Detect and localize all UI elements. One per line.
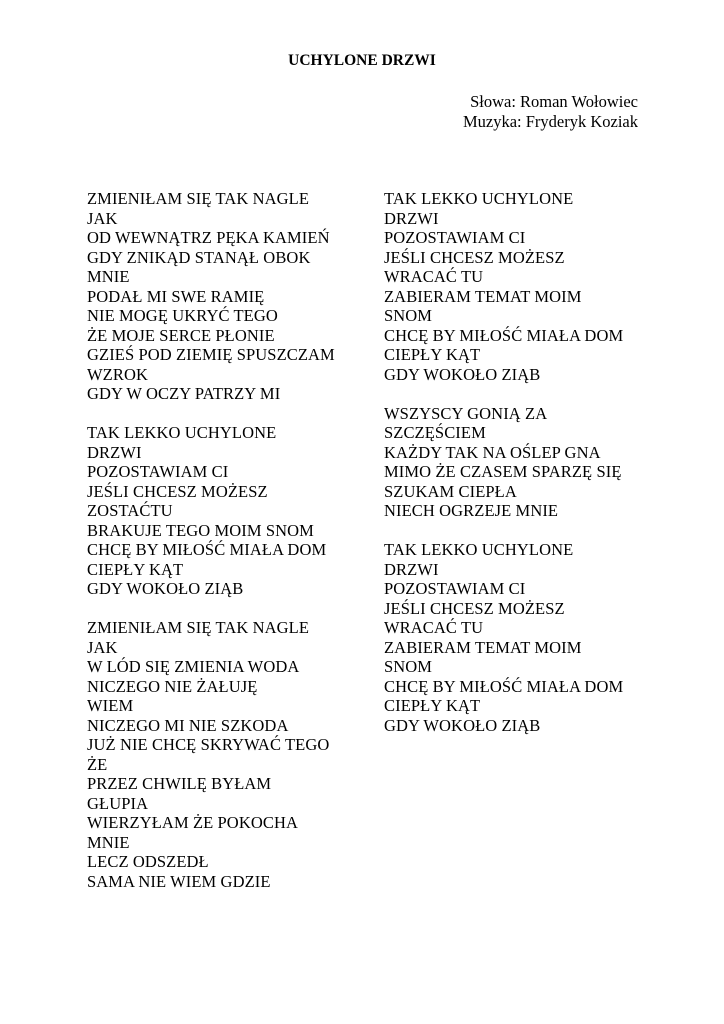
lyric-line: CIEPŁY KĄT	[384, 696, 481, 715]
lyric-line: CHCĘ BY MIŁOŚĆ MIAŁA DOM	[384, 676, 624, 696]
lyric-line: GDY ZNIKĄD STANĄŁ OBOK	[87, 247, 311, 267]
lyrics-column-right	[384, 189, 664, 755]
song-title: UCHYLONE DRZWI	[288, 52, 436, 69]
lyric-line: CHCĘ BY MIŁOŚĆ MIAŁA DOM	[384, 325, 624, 345]
lyric-line: GDY WOKOŁO ZIĄB	[87, 579, 244, 598]
stanza	[87, 189, 367, 404]
lyric-line: JEŚLI CHCESZ MOŻESZ	[384, 247, 565, 267]
lyrics-column-left	[87, 189, 367, 911]
lyric-line: GŁUPIA	[87, 793, 149, 813]
lyric-line: TAK LEKKO UCHYLONE	[384, 540, 574, 559]
lyric-line: MNIE	[87, 267, 130, 286]
lyric-line: SAMA NIE WIEM GDZIE	[87, 871, 271, 891]
lyric-line: WIEM	[87, 696, 134, 715]
lyric-line: GDY WOKOŁO ZIĄB	[384, 715, 541, 735]
lyric-line: TAK LEKKO UCHYLONE	[87, 423, 277, 442]
lyric-line: ZOSTAĆTU	[87, 501, 173, 520]
lyric-line: WSZYSCY GONIĄ ZA	[384, 403, 548, 423]
lyric-line: CHCĘ BY MIŁOŚĆ MIAŁA DOM	[87, 540, 327, 559]
lyric-line: MNIE	[87, 832, 130, 852]
lyric-line: POZOSTAWIAM CI	[384, 579, 526, 598]
stanza	[87, 423, 367, 599]
lyric-line: JAK	[87, 208, 118, 228]
lyric-line: SZCZĘŚCIEM	[384, 423, 486, 442]
lyric-line: CIEPŁY KĄT	[384, 345, 481, 364]
lyric-line: SNOM	[384, 306, 433, 325]
lyric-line: NICZEGO NIE ŻAŁUJĘ	[87, 676, 258, 696]
stanza	[384, 540, 664, 735]
lyric-line: ŻE MOJE SERCE PŁONIE	[87, 325, 275, 345]
lyric-line: OD WEWNĄTRZ PĘKA KAMIEŃ	[87, 228, 330, 247]
lyric-line: BRAKUJE TEGO MOIM SNOM	[87, 520, 314, 540]
lyric-line: ZABIERAM TEMAT MOIM	[384, 286, 582, 306]
lyric-line: CIEPŁY KĄT	[87, 559, 184, 579]
lyric-line: LECZ ODSZEDŁ	[87, 852, 209, 871]
lyric-line: WRACAĆ TU	[384, 267, 484, 286]
lyric-line: POZOSTAWIAM CI	[384, 228, 526, 247]
lyric-line: SNOM	[384, 657, 433, 676]
lyric-line: ŻE	[87, 754, 108, 774]
stanza	[384, 404, 664, 521]
lyric-line: SZUKAM CIEPŁA	[384, 481, 517, 501]
song-credits	[463, 92, 638, 132]
lyrics-credit: Słowa: Roman Wołowiec	[470, 92, 638, 111]
lyric-line: JAK	[87, 637, 118, 657]
lyric-line: GZIEŚ POD ZIEMIĘ SPUSZCZAM	[87, 345, 335, 364]
stanza	[384, 189, 664, 384]
lyric-line: NIECH OGRZEJE MNIE	[384, 501, 559, 520]
lyric-line: ZABIERAM TEMAT MOIM	[384, 637, 582, 657]
lyric-line: DRZWI	[87, 442, 142, 462]
stanza	[87, 618, 367, 891]
lyric-line: ZMIENIŁAM SIĘ TAK NAGLE	[87, 189, 310, 208]
lyric-line: JUŻ NIE CHCĘ SKRYWAĆ TEGO	[87, 735, 330, 754]
lyric-line: WIERZYŁAM ŻE POKOCHA	[87, 813, 298, 832]
lyric-line: MIMO ŻE CZASEM SPARZĘ SIĘ	[384, 462, 622, 481]
lyric-line: PRZEZ CHWILĘ BYŁAM	[87, 774, 272, 793]
lyric-line: JEŚLI CHCESZ MOŻESZ	[384, 598, 565, 618]
lyric-line: POZOSTAWIAM CI	[87, 462, 229, 481]
lyric-line: KAŻDY TAK NA OŚLEP GNA	[384, 442, 601, 462]
lyric-line: DRZWI	[384, 559, 439, 579]
music-credit: Muzyka: Fryderyk Koziak	[462, 112, 638, 131]
lyric-line: GDY WOKOŁO ZIĄB	[384, 364, 541, 384]
lyric-line: WZROK	[87, 364, 148, 384]
lyric-line: NIE MOGĘ UKRYĆ TEGO	[87, 306, 278, 325]
lyric-line: WRACAĆ TU	[384, 618, 484, 637]
lyric-line: PODAŁ MI SWE RAMIĘ	[87, 286, 265, 306]
lyric-line: TAK LEKKO UCHYLONE	[384, 189, 574, 208]
lyric-line: DRZWI	[384, 208, 439, 228]
lyric-line: GDY W OCZY PATRZY MI	[87, 384, 281, 403]
lyric-line: NICZEGO MI NIE SZKODA	[87, 715, 289, 735]
lyric-line: JEŚLI CHCESZ MOŻESZ	[87, 481, 268, 501]
lyric-line: ZMIENIŁAM SIĘ TAK NAGLE	[87, 618, 310, 637]
lyric-line: W LÓD SIĘ ZMIENIA WODA	[87, 657, 300, 676]
